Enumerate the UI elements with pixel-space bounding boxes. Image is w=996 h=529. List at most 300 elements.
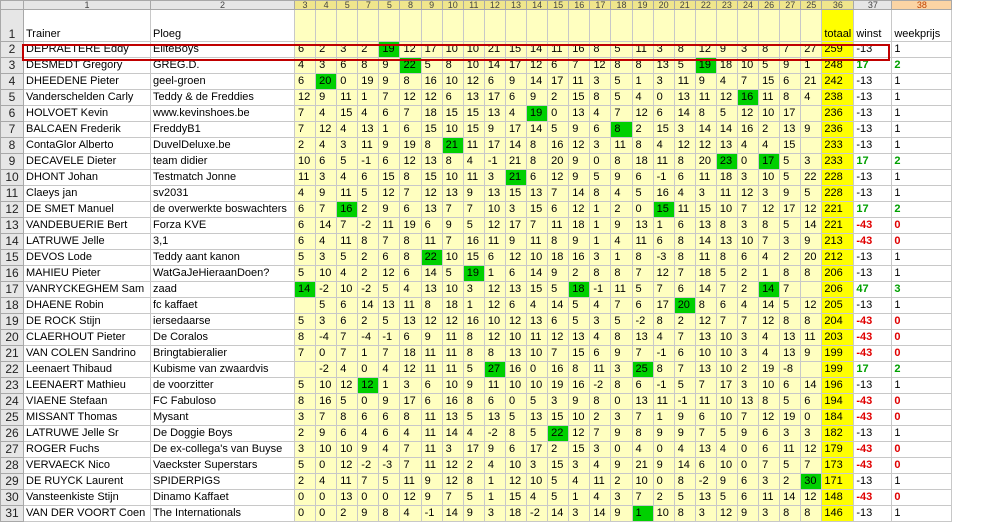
score-cell[interactable]: 20 [801,250,822,266]
score-cell[interactable]: 9 [358,506,379,522]
score-cell[interactable]: 18 [716,58,737,74]
score-cell[interactable]: 4 [759,138,780,154]
table-row[interactable] [1,218,952,234]
score-cell[interactable]: 0 [632,202,653,218]
winst-cell[interactable]: -43 [854,314,892,330]
score-cell[interactable]: 7 [632,266,653,282]
score-cell[interactable]: 16 [548,362,569,378]
score-cell[interactable]: 3 [316,170,337,186]
score-cell[interactable]: 0 [358,362,379,378]
score-cell[interactable]: 17 [780,106,801,122]
weekprijs-cell[interactable]: 1 [892,90,952,106]
score-cell[interactable]: 6 [295,42,316,58]
score-cell[interactable]: 14 [527,122,548,138]
table-row[interactable] [1,202,952,218]
score-cell[interactable]: 6 [737,250,758,266]
winst-cell[interactable]: -13 [854,250,892,266]
score-cell[interactable]: 4 [527,298,548,314]
score-cell[interactable]: 1 [463,298,484,314]
score-cell[interactable]: 9 [611,218,632,234]
score-cell[interactable]: 9 [737,506,758,522]
score-cell[interactable]: 10 [759,170,780,186]
score-cell[interactable]: 10 [295,154,316,170]
winst-cell[interactable]: 17 [854,362,892,378]
score-cell[interactable]: 6 [337,298,358,314]
score-cell[interactable]: 12 [358,378,379,394]
score-cell[interactable]: 8 [358,58,379,74]
score-cell[interactable]: 8 [759,42,780,58]
score-cell[interactable]: 8 [674,506,695,522]
totaal-cell[interactable]: 205 [822,298,854,314]
score-cell[interactable]: 7 [379,90,400,106]
score-cell[interactable]: 12 [400,42,421,58]
table-row[interactable] [1,346,952,362]
score-cell[interactable]: 5 [337,250,358,266]
score-cell[interactable]: 4 [484,458,505,474]
score-cell[interactable]: 15 [759,74,780,90]
score-cell[interactable]: 6 [295,218,316,234]
score-cell[interactable]: 11 [400,474,421,490]
score-cell[interactable]: 14 [759,298,780,314]
column-header[interactable]: 37 [854,1,892,10]
score-cell[interactable] [801,106,822,122]
score-cell[interactable]: 3 [801,426,822,442]
score-cell[interactable]: 12 [716,90,737,106]
score-cell[interactable]: 15 [569,90,590,106]
score-cell[interactable]: 12 [400,90,421,106]
score-cell[interactable]: 11 [653,394,674,410]
table-row[interactable] [1,266,952,282]
score-cell[interactable]: 11 [463,170,484,186]
score-cell[interactable]: -2 [590,378,611,394]
weekprijs-cell[interactable]: 0 [892,410,952,426]
score-cell[interactable]: 3 [590,74,611,90]
score-header-cell[interactable] [548,10,569,42]
score-cell[interactable]: 2 [737,282,758,298]
score-header-cell[interactable] [611,10,632,42]
winst-cell[interactable]: 17 [854,154,892,170]
score-cell[interactable]: 5 [379,282,400,298]
score-cell[interactable]: 8 [695,298,716,314]
score-cell[interactable]: 4 [316,106,337,122]
score-cell[interactable]: -4 [358,330,379,346]
score-cell[interactable]: 11 [653,154,674,170]
column-header[interactable]: 22 [695,1,716,10]
score-cell[interactable]: 8 [611,122,632,138]
score-cell[interactable]: 8 [295,394,316,410]
score-cell[interactable]: 2 [358,42,379,58]
score-cell[interactable]: 4 [801,90,822,106]
ploeg-cell[interactable]: zaad [151,282,295,298]
score-header-cell[interactable] [358,10,379,42]
score-header-cell[interactable] [759,10,780,42]
score-cell[interactable]: 6 [505,90,526,106]
trainer-cell[interactable]: ContaGlor Alberto [24,138,151,154]
ploeg-cell[interactable]: De Coralos [151,330,295,346]
score-cell[interactable]: 8 [463,330,484,346]
column-header[interactable]: 11 [463,1,484,10]
score-cell[interactable]: 6 [379,410,400,426]
trainer-cell[interactable]: DE RUYCK Laurent [24,474,151,490]
winst-cell[interactable]: -13 [854,90,892,106]
score-cell[interactable]: 4 [632,90,653,106]
score-cell[interactable]: 5 [337,394,358,410]
score-cell[interactable]: 14 [759,282,780,298]
score-cell[interactable]: 0 [590,154,611,170]
score-cell[interactable]: 8 [548,234,569,250]
table-row[interactable] [1,282,952,298]
score-cell[interactable]: 17 [421,42,442,58]
totaal-cell[interactable]: 204 [822,314,854,330]
score-cell[interactable]: 13 [463,90,484,106]
winst-cell[interactable]: 17 [854,58,892,74]
score-cell[interactable]: 5 [548,474,569,490]
score-cell[interactable]: 0 [653,474,674,490]
totaal-cell[interactable]: 233 [822,138,854,154]
score-cell[interactable]: 11 [801,330,822,346]
score-cell[interactable]: 8 [801,506,822,522]
score-cell[interactable]: 1 [590,218,611,234]
row-number[interactable]: 28 [1,458,24,474]
score-cell[interactable]: 11 [611,138,632,154]
winst-cell[interactable]: -13 [854,266,892,282]
score-cell[interactable]: 6 [379,426,400,442]
score-cell[interactable]: 8 [484,346,505,362]
score-cell[interactable]: 4 [463,426,484,442]
score-header-cell[interactable] [653,10,674,42]
score-cell[interactable]: 15 [569,442,590,458]
score-cell[interactable]: 0 [505,394,526,410]
score-cell[interactable]: 9 [674,410,695,426]
score-cell[interactable]: 15 [548,458,569,474]
score-cell[interactable]: 8 [780,506,801,522]
score-cell[interactable]: 8 [653,314,674,330]
ploeg-cell[interactable]: sv2031 [151,186,295,202]
score-cell[interactable]: 9 [463,506,484,522]
score-cell[interactable]: 3 [737,330,758,346]
weekprijs-cell[interactable]: 2 [892,58,952,74]
score-cell[interactable]: 6 [737,474,758,490]
trainer-cell[interactable]: VANRYCKEGHEM Sam [24,282,151,298]
score-cell[interactable]: 12 [569,138,590,154]
totaal-cell[interactable]: 196 [822,378,854,394]
score-cell[interactable]: 13 [337,490,358,506]
row-number[interactable]: 11 [1,186,24,202]
totaal-cell[interactable]: 228 [822,170,854,186]
score-cell[interactable]: 10 [442,378,463,394]
score-cell[interactable]: 5 [801,186,822,202]
score-cell[interactable]: 4 [295,58,316,74]
score-cell[interactable]: 17 [548,74,569,90]
score-cell[interactable]: 7 [337,218,358,234]
score-cell[interactable]: 0 [737,154,758,170]
score-cell[interactable]: 13 [695,490,716,506]
score-cell[interactable]: 3 [759,186,780,202]
score-cell[interactable]: 4 [316,234,337,250]
score-header-cell[interactable] [780,10,801,42]
score-cell[interactable]: 2 [295,138,316,154]
score-cell[interactable]: 12 [421,314,442,330]
winst-cell[interactable]: -43 [854,330,892,346]
score-cell[interactable]: 12 [569,426,590,442]
score-cell[interactable]: 1 [653,410,674,426]
score-cell[interactable] [295,362,316,378]
score-cell[interactable]: 14 [484,58,505,74]
score-cell[interactable]: 20 [674,298,695,314]
score-cell[interactable]: 1 [632,74,653,90]
column-header[interactable]: 8 [400,1,421,10]
score-cell[interactable]: 3 [316,250,337,266]
score-cell[interactable]: 12 [400,490,421,506]
score-cell[interactable]: 8 [590,186,611,202]
score-cell[interactable]: 4 [653,330,674,346]
totaal-cell[interactable]: 203 [822,330,854,346]
score-cell[interactable]: 9 [505,234,526,250]
score-cell[interactable]: 5 [295,458,316,474]
score-cell[interactable]: 10 [463,58,484,74]
score-cell[interactable]: 4 [611,186,632,202]
score-cell[interactable]: 3 [484,506,505,522]
totaal-cell[interactable]: 242 [822,74,854,90]
score-cell[interactable]: 12 [442,474,463,490]
score-header-cell[interactable] [316,10,337,42]
score-cell[interactable]: 6 [674,282,695,298]
score-cell[interactable]: 7 [737,202,758,218]
score-cell[interactable]: 4 [295,186,316,202]
score-cell[interactable]: 4 [590,330,611,346]
score-cell[interactable]: -1 [484,154,505,170]
score-cell[interactable]: 5 [611,42,632,58]
score-cell[interactable]: 21 [442,138,463,154]
row-number[interactable]: 22 [1,362,24,378]
score-cell[interactable]: 6 [716,298,737,314]
score-cell[interactable]: -1 [653,378,674,394]
score-cell[interactable]: 9 [716,42,737,58]
score-cell[interactable]: 7 [548,186,569,202]
score-cell[interactable]: 19 [463,266,484,282]
score-cell[interactable]: 4 [569,474,590,490]
score-cell[interactable]: 5 [780,394,801,410]
score-cell[interactable]: 7 [400,186,421,202]
row-number[interactable]: 9 [1,154,24,170]
score-cell[interactable]: 1 [379,378,400,394]
score-cell[interactable]: 3 [590,250,611,266]
ploeg-cell[interactable]: team didier [151,154,295,170]
score-cell[interactable]: 10 [569,410,590,426]
score-cell[interactable]: 7 [737,74,758,90]
score-cell[interactable]: 5 [611,74,632,90]
score-cell[interactable]: 13 [632,330,653,346]
score-cell[interactable]: 12 [337,378,358,394]
score-cell[interactable]: 9 [611,506,632,522]
score-cell[interactable]: 15 [548,410,569,426]
row-number[interactable]: 12 [1,202,24,218]
score-cell[interactable]: 10 [442,250,463,266]
score-header-cell[interactable] [801,10,822,42]
score-cell[interactable]: 6 [400,122,421,138]
score-cell[interactable]: 5 [569,298,590,314]
score-cell[interactable]: -3 [379,458,400,474]
score-cell[interactable]: 8 [463,346,484,362]
score-cell[interactable]: 19 [695,58,716,74]
totaal-cell[interactable]: 212 [822,250,854,266]
score-cell[interactable]: 5 [379,314,400,330]
winst-cell[interactable]: -43 [854,346,892,362]
score-header-cell[interactable] [379,10,400,42]
score-cell[interactable]: 6 [590,122,611,138]
score-cell[interactable]: 6 [379,106,400,122]
row-number[interactable]: 4 [1,74,24,90]
weekprijs-cell[interactable]: 1 [892,170,952,186]
score-cell[interactable]: 7 [632,346,653,362]
table-row[interactable] [1,122,952,138]
score-cell[interactable]: 8 [337,410,358,426]
score-cell[interactable]: 11 [527,234,548,250]
score-header-cell[interactable] [590,10,611,42]
score-cell[interactable]: 10 [716,410,737,426]
score-cell[interactable]: 4 [737,138,758,154]
score-cell[interactable]: 9 [527,90,548,106]
score-cell[interactable]: 15 [527,202,548,218]
score-cell[interactable]: 13 [780,330,801,346]
row-number[interactable]: 24 [1,394,24,410]
row-number[interactable]: 5 [1,90,24,106]
score-cell[interactable]: 13 [569,106,590,122]
weekprijs-cell[interactable]: 1 [892,122,952,138]
row-number[interactable]: 14 [1,234,24,250]
score-cell[interactable]: 7 [716,282,737,298]
score-cell[interactable]: 10 [759,378,780,394]
score-cell[interactable]: 7 [337,330,358,346]
score-header-cell[interactable] [400,10,421,42]
trainer-cell[interactable]: LEENAERT Mathieu [24,378,151,394]
score-cell[interactable]: 22 [801,170,822,186]
score-cell[interactable]: 2 [611,474,632,490]
score-cell[interactable]: 8 [611,58,632,74]
score-cell[interactable]: 0 [653,442,674,458]
score-cell[interactable]: 9 [611,426,632,442]
row-number[interactable]: 8 [1,138,24,154]
winst-cell[interactable]: 47 [854,282,892,298]
score-cell[interactable]: 3 [737,42,758,58]
winst-cell[interactable]: -13 [854,186,892,202]
column-header[interactable]: 2 [151,1,295,10]
ploeg-cell[interactable]: de overwerkte boswachters [151,202,295,218]
trainer-cell[interactable]: VERVAECK Nico [24,458,151,474]
score-cell[interactable]: 6 [590,346,611,362]
score-cell[interactable]: 22 [548,426,569,442]
score-cell[interactable]: 12 [379,266,400,282]
score-cell[interactable]: 4 [590,106,611,122]
score-cell[interactable]: 12 [801,298,822,314]
score-cell[interactable]: 7 [400,106,421,122]
score-cell[interactable]: 1 [801,58,822,74]
trainer-cell[interactable]: VAN COLEN Sandrino [24,346,151,362]
score-cell[interactable]: 10 [716,330,737,346]
score-cell[interactable]: 9 [379,394,400,410]
ploeg-cell[interactable]: WatGaJeHieraanDoen? [151,266,295,282]
column-header[interactable]: 19 [632,1,653,10]
score-cell[interactable]: 5 [780,298,801,314]
score-cell[interactable]: 6 [484,394,505,410]
winst-cell[interactable]: -43 [854,218,892,234]
score-cell[interactable]: 5 [674,58,695,74]
score-cell[interactable]: 17 [527,442,548,458]
score-cell[interactable]: 11 [442,362,463,378]
score-cell[interactable]: 12 [695,42,716,58]
weekprijs-cell[interactable]: 1 [892,474,952,490]
score-cell[interactable]: 2 [358,202,379,218]
score-cell[interactable]: 15 [653,122,674,138]
score-cell[interactable]: 4 [337,122,358,138]
score-cell[interactable]: 13 [632,218,653,234]
score-cell[interactable]: -3 [653,250,674,266]
row-number[interactable]: 1 [1,10,24,42]
score-cell[interactable]: 14 [358,298,379,314]
row-number[interactable]: 31 [1,506,24,522]
score-cell[interactable]: 2 [780,250,801,266]
score-cell[interactable]: 9 [801,234,822,250]
score-cell[interactable]: 5 [716,426,737,442]
score-cell[interactable]: 14 [442,506,463,522]
trainer-cell[interactable]: DHONT Johan [24,170,151,186]
score-cell[interactable]: 5 [611,90,632,106]
score-cell[interactable]: 17 [463,442,484,458]
score-cell[interactable]: 5 [548,122,569,138]
score-cell[interactable]: 6 [295,74,316,90]
score-cell[interactable]: 5 [780,154,801,170]
table-row[interactable] [1,362,952,378]
column-header[interactable]: 26 [759,1,780,10]
score-cell[interactable]: 3 [316,58,337,74]
score-cell[interactable]: 5 [505,410,526,426]
score-cell[interactable]: 14 [442,426,463,442]
score-cell[interactable]: 4 [337,170,358,186]
score-header-cell[interactable] [484,10,505,42]
score-cell[interactable]: 3 [484,170,505,186]
score-cell[interactable]: 11 [484,378,505,394]
score-cell[interactable]: 5 [590,170,611,186]
winst-cell[interactable]: -13 [854,74,892,90]
score-cell[interactable]: 8 [759,218,780,234]
score-cell[interactable]: 6 [548,314,569,330]
score-cell[interactable]: 5 [632,282,653,298]
score-cell[interactable]: 9 [379,58,400,74]
trainer-cell[interactable]: DHEEDENE Pieter [24,74,151,90]
score-cell[interactable]: 18 [695,266,716,282]
winst-cell[interactable]: -13 [854,42,892,58]
score-cell[interactable]: 9 [695,74,716,90]
score-cell[interactable]: 9 [484,122,505,138]
score-cell[interactable]: 8 [611,378,632,394]
score-cell[interactable]: 0 [358,490,379,506]
score-cell[interactable]: 9 [801,122,822,138]
trainer-cell[interactable]: DE SMET Manuel [24,202,151,218]
ploeg-cell[interactable]: The Internationals [151,506,295,522]
score-cell[interactable]: 11 [695,90,716,106]
score-cell[interactable]: 10 [695,346,716,362]
score-cell[interactable] [801,138,822,154]
column-header[interactable]: 14 [527,1,548,10]
score-cell[interactable]: 11 [295,170,316,186]
weekprijs-cell[interactable]: 1 [892,298,952,314]
score-cell[interactable]: 12 [484,330,505,346]
row-number[interactable]: 25 [1,410,24,426]
score-cell[interactable]: 0 [653,90,674,106]
weekprijs-cell[interactable]: 1 [892,42,952,58]
score-cell[interactable]: 2 [358,314,379,330]
score-cell[interactable]: 6 [759,426,780,442]
